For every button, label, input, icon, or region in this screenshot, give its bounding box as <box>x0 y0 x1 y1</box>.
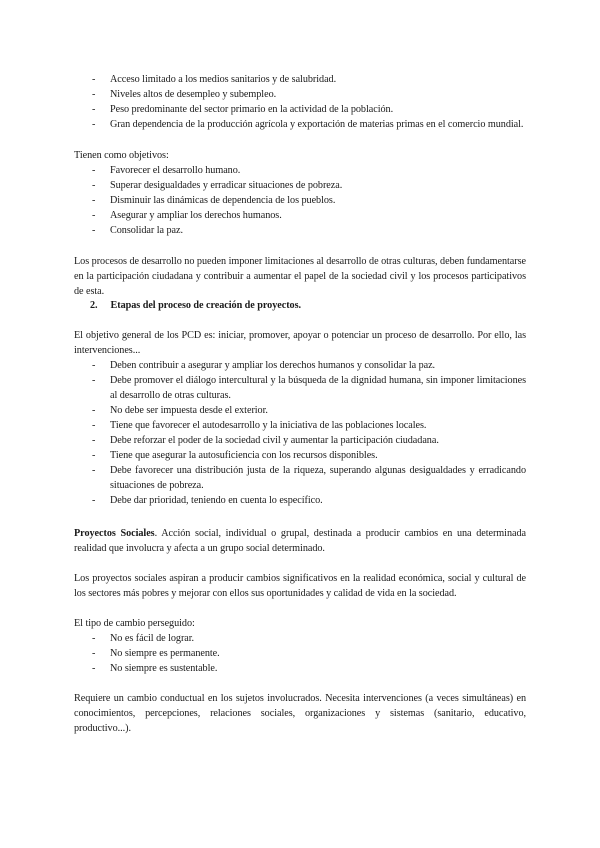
list-item: - Debe favorecer una distribución justa de la riqueza, superando algunas desigualdades y erradicando situaciones de pobreza. <box>74 463 526 493</box>
term-proyectos-sociales: Proyectos Sociales <box>74 528 155 539</box>
interventions-list <box>74 358 526 508</box>
list-item: - No es fácil de lograr. <box>74 631 526 646</box>
list-item: - Asegurar y ampliar los derechos humanos. <box>74 208 526 223</box>
change-type-intro: El tipo de cambio perseguido: <box>74 618 195 629</box>
list-item: - Niveles altos de desempleo y subempleo. <box>74 87 526 102</box>
list-item: - Favorecer el desarrollo humano. <box>74 163 526 178</box>
list-item: - Tiene que favorecer el autodesarrollo y la iniciativa de las poblaciones locales. <box>74 418 526 433</box>
characteristics-list <box>74 72 526 132</box>
list-item: - No siempre es sustentable. <box>74 661 526 676</box>
list-item: - Debe dar prioridad, teniendo en cuenta lo específico. <box>74 493 526 508</box>
list-item: - Consolidar la paz. <box>74 223 526 238</box>
paragraph-processes: Los procesos de desarrollo no pueden imponer limitaciones al desarrollo de otras culturas, deben fundamentarse en la participación ciudadana y contribuir a aumentar el papel de la sociedad civil y los procesos participativos de esta. <box>74 256 526 297</box>
list-item: - Deben contribuir a asegurar y ampliar los derechos humanos y consolidar la paz. <box>74 358 526 373</box>
list-item: - Tiene que asegurar la autosuficiencia con los recursos disponibles. <box>74 448 526 463</box>
paragraph-conduct: Requiere un cambio conductual en los sujetos involucrados. Necesita intervenciones (a veces simultáneas) en conocimientos, percepciones, relaciones sociales, organizaciones y sistemas (sanitario, educativo, productivo...). <box>74 693 526 734</box>
objectives-intro: Tienen como objetivos: <box>74 150 169 161</box>
list-item: - Peso predominante del sector primario en la actividad de la población. <box>74 102 526 117</box>
paragraph-proyectos-sociales <box>74 526 526 556</box>
list-item: - Disminuir las dinámicas de dependencia de los pueblos. <box>74 193 526 208</box>
section-title: Etapas del proceso de creación de proyectos. <box>110 300 301 311</box>
list-item: - Superar desigualdades y erradicar situaciones de pobreza. <box>74 178 526 193</box>
change-list <box>74 631 526 676</box>
list-item: - No debe ser impuesta desde el exterior. <box>74 403 526 418</box>
list-item: - No siempre es permanente. <box>74 646 526 661</box>
list-item: - Acceso limitado a los medios sanitarios y de salubridad. <box>74 72 526 87</box>
list-item: - Gran dependencia de la producción agrícola y exportación de materias primas en el comercio mundial. <box>74 117 526 132</box>
paragraph-objective-pcd: El objetivo general de los PCD es: iniciar, promover, apoyar o potenciar un proceso de desarrollo. Por ello, las intervenciones... <box>74 330 526 356</box>
objectives-list <box>74 163 526 238</box>
section-number: 2. <box>90 300 98 311</box>
term-definition: . Acción social, individual o grupal, destinada a producir cambios en una determinada realidad que involucra y afecta a un grupo social determinado. <box>74 528 526 554</box>
list-item: - Debe reforzar el poder de la sociedad civil y aumentar la participación ciudadana. <box>74 433 526 448</box>
list-item: - Debe promover el diálogo intercultural y la búsqueda de la dignidad humana, sin imponer limitaciones al desarrollo de otras culturas. <box>74 373 526 403</box>
paragraph-social-aims: Los proyectos sociales aspiran a producir cambios significativos en la realidad económica, social y cultural de los sectores más pobres y mejorar con ellos sus oportunidades y calidad de vida en la sociedad. <box>74 573 526 599</box>
section-heading <box>74 298 526 313</box>
